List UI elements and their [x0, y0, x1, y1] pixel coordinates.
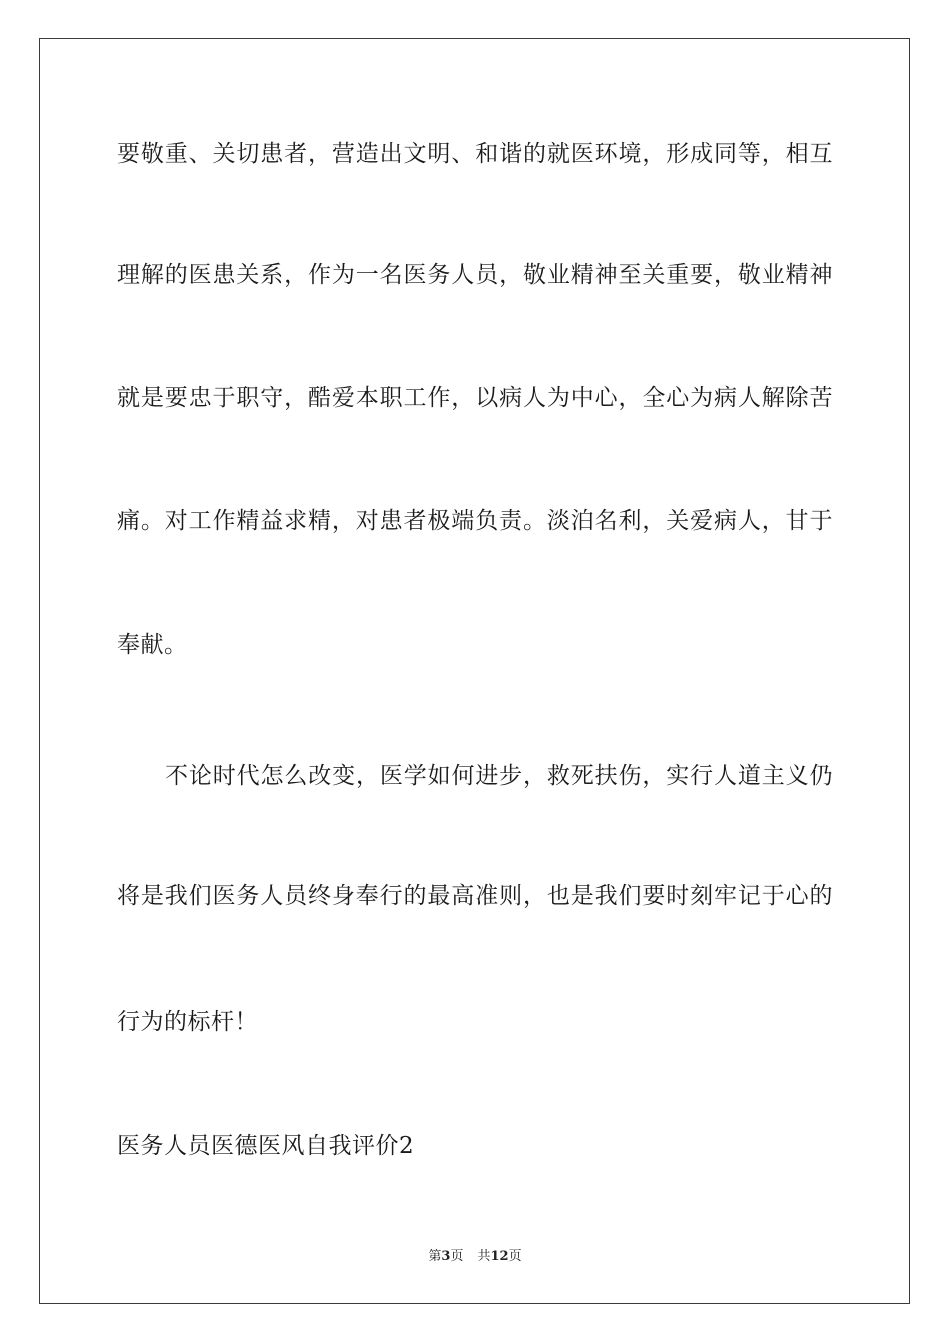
current-page-number: 3	[441, 1249, 451, 1264]
page-border	[39, 38, 910, 1304]
total-prefix: 共	[477, 1249, 491, 1264]
page-prefix: 第	[428, 1249, 442, 1264]
page-footer	[0, 1248, 950, 1266]
body-text-line: 就是要忠于职守，酷爱本职工作，以病人为中心，全心为病人解除苦	[117, 385, 833, 411]
body-text-line: 要敬重、关切患者，营造出文明、和谐的就医环境，形成同等，相互	[117, 141, 833, 167]
body-text-line: 理解的医患关系，作为一名医务人员，敬业精神至关重要，敬业精神	[117, 262, 833, 288]
body-text-line: 行为的标杆！	[117, 1009, 258, 1035]
body-text-line: 痛。对工作精益求精，对患者极端负责。淡泊名利，关爱病人，甘于	[117, 508, 833, 534]
paragraph-start-line: 不论时代怎么改变，医学如何进步，救死扶伤，实行人道主义仍	[165, 763, 833, 789]
body-text-line: 将是我们医务人员终身奉行的最高准则，也是我们要时刻牢记于心的	[117, 883, 833, 909]
total-page-count: 12	[490, 1249, 509, 1264]
section-heading: 医务人员医德医风自我评价2	[117, 1133, 415, 1159]
page-suffix: 页	[450, 1249, 464, 1264]
total-suffix: 页	[508, 1249, 522, 1264]
body-text-line: 奉献。	[117, 632, 188, 658]
